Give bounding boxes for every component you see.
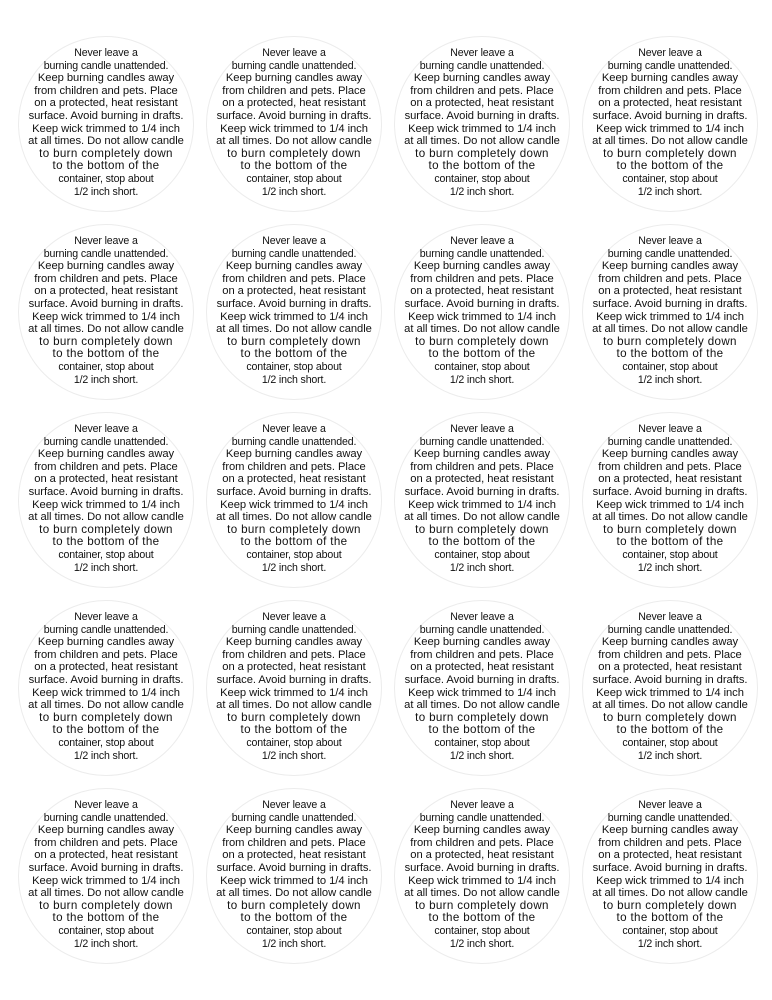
warning-line: at all times. Do not allow candle [404,323,560,336]
warning-line: on a protected, heat resistant [598,473,742,486]
warning-line: burning candle unattended. [419,811,545,824]
warning-text [583,423,757,574]
warning-line: surface. Avoid burning in drafts. [592,673,748,686]
warning-line: Never leave a [638,423,702,435]
warning-line: burning candle unattended. [231,435,357,448]
warning-line: 1/2 inch short. [73,561,139,574]
warning-line: to the bottom of the [52,535,160,549]
warning-line: Never leave a [262,47,326,59]
warning-line: container, stop about [622,172,718,185]
warning-line: Keep wick trimmed to 1/4 inch [596,498,744,511]
warning-line: to the bottom of the [428,911,536,925]
warning-line: 1/2 inch short. [261,749,327,762]
candle-warning-label [206,36,382,212]
warning-line: Keep burning candles away [225,824,363,837]
warning-line: on a protected, heat resistant [598,97,742,110]
warning-line: Never leave a [74,611,138,623]
warning-line: surface. Avoid burning in drafts. [28,109,184,122]
warning-line: from children and pets. Place [598,84,742,97]
warning-line: to the bottom of the [616,911,724,925]
warning-line: 1/2 inch short. [449,185,515,198]
warning-line: from children and pets. Place [410,836,554,849]
warning-line: Never leave a [74,423,138,435]
warning-line: at all times. Do not allow candle [28,699,184,712]
warning-line: Keep burning candles away [37,448,175,461]
warning-line: 1/2 inch short. [449,749,515,762]
warning-line: 1/2 inch short. [73,185,139,198]
warning-line: surface. Avoid burning in drafts. [28,861,184,874]
warning-line: to burn completely down [227,710,361,724]
warning-line: from children and pets. Place [222,836,366,849]
candle-warning-label [582,224,758,400]
warning-line: Never leave a [638,611,702,623]
warning-text [207,611,381,762]
warning-line: to burn completely down [603,522,737,536]
warning-line: surface. Avoid burning in drafts. [216,861,372,874]
warning-line: to the bottom of the [616,159,724,173]
warning-text [207,235,381,386]
warning-line: surface. Avoid burning in drafts. [216,485,372,498]
warning-line: container, stop about [58,172,154,185]
warning-line: Never leave a [262,235,326,247]
warning-line: surface. Avoid burning in drafts. [404,297,560,310]
warning-line: on a protected, heat resistant [410,473,554,486]
warning-text [19,799,193,950]
warning-line: at all times. Do not allow candle [28,511,184,524]
warning-line: to the bottom of the [428,347,536,361]
warning-line: 1/2 inch short. [637,373,703,386]
warning-line: to burn completely down [415,522,549,536]
warning-line: on a protected, heat resistant [34,849,178,862]
warning-line: Keep wick trimmed to 1/4 inch [32,874,180,887]
warning-line: Keep burning candles away [601,448,739,461]
warning-text [19,235,193,386]
warning-line: from children and pets. Place [222,460,366,473]
warning-text [207,423,381,574]
warning-line: from children and pets. Place [410,460,554,473]
warning-line: on a protected, heat resistant [410,97,554,110]
warning-line: container, stop about [58,360,154,373]
candle-warning-label [582,36,758,212]
warning-line: container, stop about [246,736,342,749]
warning-line: at all times. Do not allow candle [592,135,748,148]
warning-line: from children and pets. Place [598,648,742,661]
warning-line: container, stop about [246,360,342,373]
warning-line: Keep burning candles away [413,636,551,649]
warning-line: Keep wick trimmed to 1/4 inch [596,122,744,135]
warning-line: from children and pets. Place [222,84,366,97]
warning-line: container, stop about [622,360,718,373]
warning-line: 1/2 inch short. [261,185,327,198]
warning-line: to the bottom of the [240,347,348,361]
warning-line: 1/2 inch short. [73,749,139,762]
warning-line: Keep burning candles away [413,260,551,273]
warning-line: from children and pets. Place [34,84,178,97]
warning-line: to the bottom of the [52,347,160,361]
warning-line: from children and pets. Place [410,648,554,661]
warning-line: to burn completely down [415,710,549,724]
warning-line: surface. Avoid burning in drafts. [592,485,748,498]
warning-text [395,235,569,386]
warning-line: from children and pets. Place [222,648,366,661]
warning-line: container, stop about [434,172,530,185]
warning-line: Keep burning candles away [37,636,175,649]
warning-text [395,47,569,198]
warning-line: surface. Avoid burning in drafts. [404,485,560,498]
warning-line: on a protected, heat resistant [222,661,366,674]
candle-warning-label [18,412,194,588]
warning-text [583,611,757,762]
warning-line: container, stop about [246,172,342,185]
candle-warning-label [582,788,758,964]
warning-line: on a protected, heat resistant [34,661,178,674]
warning-line: Never leave a [450,799,514,811]
warning-line: from children and pets. Place [410,272,554,285]
warning-line: surface. Avoid burning in drafts. [216,297,372,310]
warning-text [583,47,757,198]
warning-line: to burn completely down [39,146,173,160]
candle-warning-label [394,224,570,400]
warning-line: surface. Avoid burning in drafts. [592,861,748,874]
warning-line: burning candle unattended. [607,247,733,260]
warning-line: to burn completely down [227,334,361,348]
warning-line: container, stop about [622,548,718,561]
warning-line: Keep wick trimmed to 1/4 inch [408,498,556,511]
warning-line: on a protected, heat resistant [410,661,554,674]
warning-line: surface. Avoid burning in drafts. [404,861,560,874]
warning-line: 1/2 inch short. [637,185,703,198]
warning-line: Never leave a [262,423,326,435]
warning-line: on a protected, heat resistant [598,285,742,298]
warning-line: Keep burning candles away [601,824,739,837]
warning-line: container, stop about [622,924,718,937]
candle-warning-label [394,412,570,588]
warning-line: surface. Avoid burning in drafts. [28,297,184,310]
warning-line: to the bottom of the [52,159,160,173]
warning-line: to the bottom of the [240,535,348,549]
warning-line: 1/2 inch short. [637,749,703,762]
warning-line: at all times. Do not allow candle [216,135,372,148]
warning-line: Keep wick trimmed to 1/4 inch [408,686,556,699]
warning-line: to burn completely down [39,522,173,536]
warning-line: Keep wick trimmed to 1/4 inch [220,498,368,511]
warning-line: to the bottom of the [240,911,348,925]
warning-line: burning candle unattended. [419,623,545,636]
warning-line: Keep burning candles away [37,260,175,273]
warning-text [395,611,569,762]
warning-line: Keep burning candles away [37,72,175,85]
warning-line: burning candle unattended. [43,435,169,448]
warning-line: to the bottom of the [428,535,536,549]
warning-line: at all times. Do not allow candle [592,699,748,712]
warning-line: burning candle unattended. [419,247,545,260]
warning-line: 1/2 inch short. [637,561,703,574]
warning-line: on a protected, heat resistant [222,473,366,486]
candle-warning-label [206,600,382,776]
warning-line: Never leave a [450,423,514,435]
warning-line: burning candle unattended. [419,435,545,448]
warning-line: to burn completely down [39,710,173,724]
warning-line: 1/2 inch short. [73,937,139,950]
warning-line: to the bottom of the [52,723,160,737]
warning-line: Never leave a [74,235,138,247]
warning-line: Keep burning candles away [601,72,739,85]
warning-line: container, stop about [58,736,154,749]
warning-line: at all times. Do not allow candle [592,887,748,900]
warning-line: burning candle unattended. [231,59,357,72]
warning-line: to burn completely down [603,146,737,160]
candle-warning-label [206,412,382,588]
warning-line: Never leave a [74,47,138,59]
warning-line: to the bottom of the [616,723,724,737]
warning-line: from children and pets. Place [410,84,554,97]
warning-line: at all times. Do not allow candle [404,511,560,524]
warning-line: Keep wick trimmed to 1/4 inch [596,874,744,887]
warning-line: burning candle unattended. [607,435,733,448]
warning-line: at all times. Do not allow candle [28,887,184,900]
warning-line: Never leave a [450,611,514,623]
warning-line: Keep wick trimmed to 1/4 inch [220,122,368,135]
warning-line: burning candle unattended. [231,811,357,824]
warning-line: at all times. Do not allow candle [216,323,372,336]
warning-text [583,799,757,950]
warning-line: at all times. Do not allow candle [216,887,372,900]
warning-line: on a protected, heat resistant [34,473,178,486]
warning-line: surface. Avoid burning in drafts. [216,109,372,122]
warning-line: at all times. Do not allow candle [216,699,372,712]
warning-line: burning candle unattended. [43,59,169,72]
warning-line: Never leave a [450,235,514,247]
warning-line: on a protected, heat resistant [222,97,366,110]
warning-line: burning candle unattended. [43,247,169,260]
warning-line: Keep wick trimmed to 1/4 inch [596,310,744,323]
warning-line: Keep wick trimmed to 1/4 inch [32,498,180,511]
warning-line: Keep burning candles away [413,72,551,85]
warning-line: 1/2 inch short. [449,561,515,574]
warning-line: container, stop about [434,548,530,561]
warning-line: to burn completely down [39,334,173,348]
warning-line: Never leave a [262,799,326,811]
warning-line: on a protected, heat resistant [34,285,178,298]
warning-line: from children and pets. Place [34,836,178,849]
warning-line: from children and pets. Place [598,460,742,473]
warning-line: from children and pets. Place [222,272,366,285]
warning-line: burning candle unattended. [231,623,357,636]
warning-line: to burn completely down [415,898,549,912]
warning-line: 1/2 inch short. [261,561,327,574]
warning-line: 1/2 inch short. [73,373,139,386]
warning-text [395,799,569,950]
warning-line: surface. Avoid burning in drafts. [28,485,184,498]
warning-line: on a protected, heat resistant [598,661,742,674]
candle-warning-label [18,788,194,964]
warning-line: burning candle unattended. [607,59,733,72]
warning-line: at all times. Do not allow candle [404,135,560,148]
warning-line: at all times. Do not allow candle [28,323,184,336]
warning-line: on a protected, heat resistant [222,849,366,862]
warning-line: surface. Avoid burning in drafts. [404,673,560,686]
warning-line: at all times. Do not allow candle [404,887,560,900]
candle-warning-label [394,36,570,212]
warning-line: from children and pets. Place [34,648,178,661]
warning-text [207,799,381,950]
warning-line: burning candle unattended. [43,811,169,824]
warning-line: surface. Avoid burning in drafts. [28,673,184,686]
warning-line: Keep wick trimmed to 1/4 inch [408,874,556,887]
warning-line: burning candle unattended. [43,623,169,636]
warning-line: at all times. Do not allow candle [592,511,748,524]
warning-line: 1/2 inch short. [637,937,703,950]
warning-line: Keep burning candles away [601,260,739,273]
warning-line: container, stop about [434,924,530,937]
warning-line: Keep burning candles away [413,448,551,461]
warning-line: to burn completely down [603,334,737,348]
warning-line: at all times. Do not allow candle [404,699,560,712]
warning-line: 1/2 inch short. [261,373,327,386]
candle-warning-label [206,224,382,400]
warning-line: 1/2 inch short. [449,937,515,950]
warning-line: Keep wick trimmed to 1/4 inch [32,310,180,323]
warning-text [19,423,193,574]
warning-line: to burn completely down [227,146,361,160]
warning-line: Keep burning candles away [225,260,363,273]
warning-line: Keep burning candles away [225,448,363,461]
warning-line: at all times. Do not allow candle [28,135,184,148]
candle-warning-label [206,788,382,964]
warning-line: container, stop about [434,736,530,749]
warning-text [19,611,193,762]
candle-warning-label [18,600,194,776]
warning-line: container, stop about [622,736,718,749]
warning-line: Never leave a [638,47,702,59]
candle-warning-label [18,224,194,400]
warning-line: Never leave a [638,235,702,247]
warning-line: to burn completely down [603,710,737,724]
warning-line: to burn completely down [227,898,361,912]
warning-line: from children and pets. Place [34,460,178,473]
candle-warning-label [394,600,570,776]
warning-line: Keep burning candles away [413,824,551,837]
warning-line: on a protected, heat resistant [222,285,366,298]
warning-line: burning candle unattended. [607,811,733,824]
warning-line: Keep wick trimmed to 1/4 inch [408,310,556,323]
warning-line: 1/2 inch short. [449,373,515,386]
warning-line: from children and pets. Place [34,272,178,285]
warning-line: to burn completely down [415,334,549,348]
warning-line: from children and pets. Place [598,836,742,849]
warning-line: Keep wick trimmed to 1/4 inch [220,686,368,699]
warning-line: Keep wick trimmed to 1/4 inch [220,874,368,887]
warning-line: on a protected, heat resistant [598,849,742,862]
warning-line: Keep wick trimmed to 1/4 inch [220,310,368,323]
warning-line: Keep burning candles away [225,72,363,85]
warning-line: at all times. Do not allow candle [592,323,748,336]
warning-line: surface. Avoid burning in drafts. [404,109,560,122]
warning-line: to the bottom of the [240,723,348,737]
warning-line: Keep burning candles away [225,636,363,649]
warning-line: Never leave a [74,799,138,811]
warning-line: to burn completely down [415,146,549,160]
warning-line: Keep wick trimmed to 1/4 inch [32,122,180,135]
warning-line: burning candle unattended. [231,247,357,260]
warning-line: Keep wick trimmed to 1/4 inch [32,686,180,699]
warning-line: Keep wick trimmed to 1/4 inch [596,686,744,699]
warning-line: to burn completely down [39,898,173,912]
warning-line: Never leave a [450,47,514,59]
candle-warning-label [18,36,194,212]
warning-line: surface. Avoid burning in drafts. [592,297,748,310]
warning-text [207,47,381,198]
warning-line: container, stop about [58,924,154,937]
warning-line: to the bottom of the [428,723,536,737]
candle-warning-label [582,600,758,776]
warning-line: container, stop about [58,548,154,561]
warning-line: on a protected, heat resistant [34,97,178,110]
warning-line: on a protected, heat resistant [410,849,554,862]
candle-warning-label [394,788,570,964]
warning-line: to the bottom of the [616,535,724,549]
warning-line: on a protected, heat resistant [410,285,554,298]
warning-text [19,47,193,198]
warning-line: Keep burning candles away [37,824,175,837]
warning-line: Never leave a [262,611,326,623]
warning-line: container, stop about [246,548,342,561]
warning-text [583,235,757,386]
warning-line: Never leave a [638,799,702,811]
warning-line: to the bottom of the [240,159,348,173]
candle-warning-label [582,412,758,588]
warning-line: to the bottom of the [52,911,160,925]
warning-line: container, stop about [246,924,342,937]
warning-line: 1/2 inch short. [261,937,327,950]
warning-line: at all times. Do not allow candle [216,511,372,524]
warning-line: to burn completely down [227,522,361,536]
warning-line: to burn completely down [603,898,737,912]
warning-line: Keep burning candles away [601,636,739,649]
warning-line: burning candle unattended. [607,623,733,636]
warning-line: to the bottom of the [428,159,536,173]
warning-line: from children and pets. Place [598,272,742,285]
warning-text [395,423,569,574]
warning-line: surface. Avoid burning in drafts. [592,109,748,122]
warning-line: burning candle unattended. [419,59,545,72]
warning-line: container, stop about [434,360,530,373]
warning-line: surface. Avoid burning in drafts. [216,673,372,686]
warning-line: Keep wick trimmed to 1/4 inch [408,122,556,135]
warning-line: to the bottom of the [616,347,724,361]
